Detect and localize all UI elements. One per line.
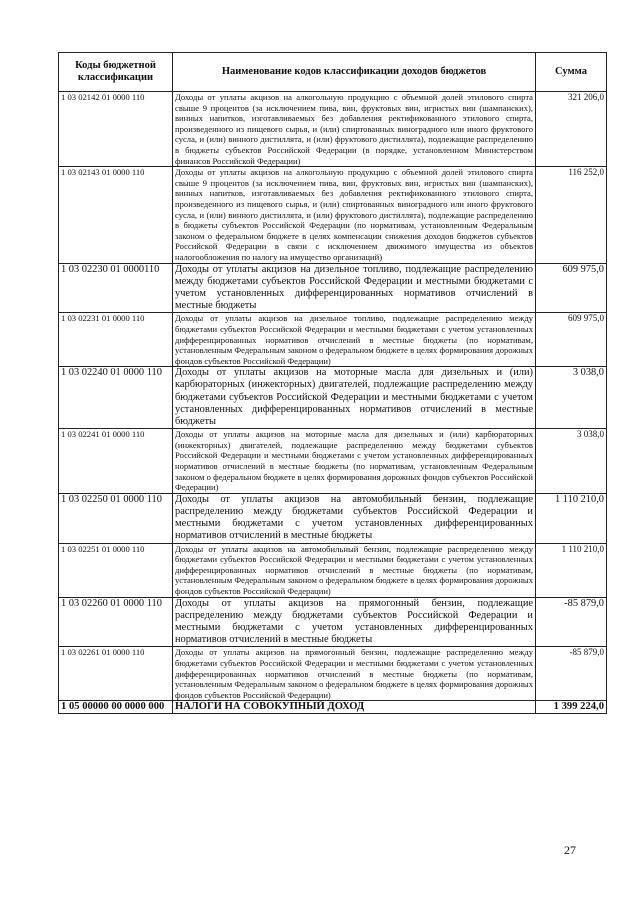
classification-code: 1 03 02230 01 0000110 (59, 263, 173, 313)
table-row (59, 493, 607, 543)
table-row (59, 647, 607, 701)
classification-code: 1 03 02231 01 0000 110 (59, 313, 173, 367)
table-row (59, 367, 607, 429)
classification-code: 1 03 02143 01 0000 110 (59, 167, 173, 263)
classification-name: Доходы от уплаты акцизов на автомобильный бензин, подлежащие распределению между бюджетами субъектов Российской Федерации и местными бюджетами с учетом установленных дифференцированных нормативов отчислений в местные бюджеты (по нормативам, установленным Федеральным законом о федеральном бюджете в целях формирования дорожных фондов субъектов Российской Федерации) (173, 543, 536, 597)
amount: 3 038,0 (536, 429, 607, 494)
table-row (59, 543, 607, 597)
classification-name: Доходы от уплаты акцизов на алкогольную продукцию с объемной долей этилового спирта свыше 9 процентов (за исключением пива, вин, фруктовых вин, игристых вин (шампанских), винных напитков, изготавливаемых без добавления ректификованного этилового спирта, произведенного из пищевого сырья, и (или) спиртованных виноградного или иного фруктового сусла, и (или) винного дистиллята, и (или) фруктового дистиллята), подлежащие распределению в бюджеты субъектов Российской Федерации (по нормативам, установленным Федеральным законом о федеральном бюджете в целях компенсации снижения доходов бюджетов субъектов Российской Федерации в связи с исключением движимого имущества из объектов налогообложения по налогу на имущество организаций) (173, 167, 536, 263)
amount: -85 879,0 (536, 597, 607, 647)
classification-name: Доходы от уплаты акцизов на алкогольную продукцию с объемной долей этилового спирта свыше 9 процентов (за исключением пива, вин, фруктовых вин, игристых вин (шампанских), винных напитков, изготавливаемых без добавления ректификованного этилового спирта, произведенного из пищевого сырья, и (или) спиртованных виноградного или иного фруктового сусла, и (или) винного дистиллята, и (или) фруктового дистиллята), подлежащие распределению в бюджеты субъектов Российской Федерации (в порядке, установленном Министерством финансов Российской Федерации) (173, 92, 536, 167)
budget-revenue-table (58, 52, 607, 714)
classification-code: 1 03 02260 01 0000 110 (59, 597, 173, 647)
classification-code: 1 03 02261 01 0000 110 (59, 647, 173, 701)
classification-code: 1 05 00000 00 0000 000 (59, 701, 173, 714)
amount: 1 110 210,0 (536, 493, 607, 543)
classification-name: Доходы от уплаты акцизов на моторные масла для дизельных и (или) карбюраторных (инжекторных) двигателей, подлежащие распределению между бюджетами субъектов Российской Федерации и местными бюджетами с учетом установленных дифференцированных нормативов отчислений в местные бюджеты (173, 367, 536, 429)
table-row (59, 263, 607, 313)
header-name: Наименование кодов классификации доходов бюджетов (173, 53, 536, 92)
amount: -85 879,0 (536, 647, 607, 701)
table-row (59, 92, 607, 167)
classification-code: 1 03 02251 01 0000 110 (59, 543, 173, 597)
table-row (59, 313, 607, 367)
header-sum: Сумма (536, 53, 607, 92)
amount: 116 252,0 (536, 167, 607, 263)
classification-code: 1 03 02250 01 0000 110 (59, 493, 173, 543)
classification-code: 1 03 02240 01 0000 110 (59, 367, 173, 429)
amount: 1 110 210,0 (536, 543, 607, 597)
amount: 321 206,0 (536, 92, 607, 167)
table-header-row (59, 53, 607, 92)
table-row (59, 429, 607, 494)
classification-code: 1 03 02241 01 0000 110 (59, 429, 173, 494)
classification-name: Доходы от уплаты акцизов на дизельное топливо, подлежащие распределению между бюджетами субъектов Российской Федерации и местными бюджетами с учетом установленных дифференцированных нормативов отчислений в местные бюджеты (по нормативам, установленным Федеральным законом о федеральном бюджете в целях формирования дорожных фондов субъектов Российской Федерации) (173, 313, 536, 367)
table-row (59, 597, 607, 647)
page-number: 27 (564, 843, 576, 857)
table-row (59, 167, 607, 263)
amount: 609 975,0 (536, 313, 607, 367)
classification-name: Доходы от уплаты акцизов на прямогонный бензин, подлежащие распределению между бюджетами субъектов Российской Федерации и местными бюджетами с учетом установленных дифференцированных нормативов отчислений в местные бюджеты (по нормативам, установленным Федеральным законом о федеральном бюджете в целях формирования дорожных фондов субъектов Российской Федерации) (173, 647, 536, 701)
amount: 609 975,0 (536, 263, 607, 313)
classification-code: 1 03 02142 01 0000 110 (59, 92, 173, 167)
amount: 1 399 224,0 (536, 701, 607, 714)
table-row (59, 701, 607, 714)
classification-name: Доходы от уплаты акцизов на дизельное топливо, подлежащие распределению между бюджетами субъектов Российской Федерации и местными бюджетами с учетом установленных дифференцированных нормативов отчислений в местные бюджеты (173, 263, 536, 313)
classification-name: Доходы от уплаты акцизов на моторные масла для дизельных и (или) карбюраторных (инжекторных) двигателей, подлежащие распределению между бюджетами субъектов Российской Федерации и местными бюджетами с учетом установленных дифференцированных нормативов отчислений в местные бюджеты (по нормативам, установленным Федеральным законом о федеральном бюджете в целях формирования дорожных фондов субъектов Российской Федерации) (173, 429, 536, 494)
amount: 3 038,0 (536, 367, 607, 429)
header-code: Коды бюджетной классификации (59, 53, 173, 92)
classification-name: Доходы от уплаты акцизов на прямогонный бензин, подлежащие распределению между бюджетами субъектов Российской Федерации и местными бюджетами с учетом установленных дифференцированных нормативов отчислений в местные бюджеты (173, 597, 536, 647)
classification-name: Доходы от уплаты акцизов на автомобильный бензин, подлежащие распределению между бюджетами субъектов Российской Федерации и местными бюджетами с учетом установленных дифференцированных нормативов отчислений в местные бюджеты (173, 493, 536, 543)
classification-name: НАЛОГИ НА СОВОКУПНЫЙ ДОХОД (173, 701, 536, 714)
